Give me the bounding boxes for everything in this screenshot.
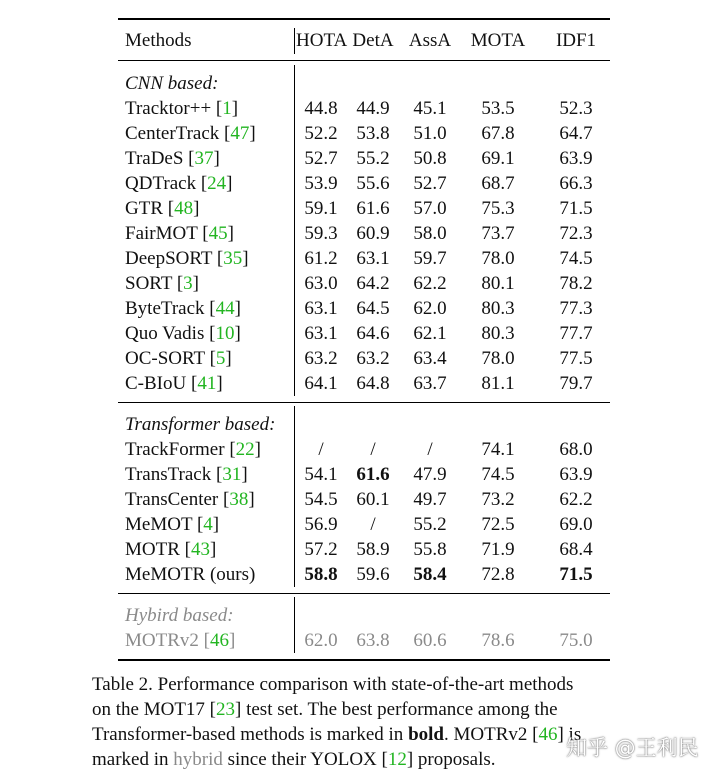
method-label: FairMOT [125,223,198,244]
method-name [125,371,223,396]
citation-ref[interactable]: 23 [216,699,236,720]
citation-ref[interactable]: 3 [183,273,193,294]
value-cell: 55.8 [413,539,447,560]
value-cell: 52.7 [413,173,447,194]
value-cell: 63.8 [356,630,390,651]
bracket: ] [212,514,220,535]
value-cell: 62.1 [413,323,447,344]
value-cell: 58.9 [356,539,390,560]
citation-ref[interactable]: 35 [223,248,243,269]
table-row [118,537,610,562]
method-label: DeepSORT [125,248,213,269]
method-name [125,512,219,537]
bracket: ] [254,439,261,460]
value-cell: 57.0 [413,198,447,219]
section-title [118,71,610,96]
method-label: Tracktor++ [125,98,212,119]
caption-line-1: Table 2. Performance comparison with state-of-the-art methods [92,674,574,695]
section-title [118,412,610,437]
bracket: [ [212,248,224,269]
value-cell: 55.2 [413,514,447,535]
value-cell: 75.3 [481,198,515,219]
value-cell: 78.0 [481,248,515,269]
value-cell: 61.2 [304,248,338,269]
method-name [125,271,199,296]
table-bottom-rule [118,659,610,661]
value-cell: 44.9 [356,98,390,119]
method-label: CenterTrack [125,123,220,144]
watermark: 知乎 @王利民 [566,736,699,760]
table-header-row [118,28,610,53]
method-label: MeMOTR (ours) [125,564,256,585]
value-cell: 74.5 [559,248,593,269]
method-label: Quo Vadis [125,323,205,344]
header-column-divider [294,28,295,54]
method-name [125,171,232,196]
table-row [118,121,610,146]
value-cell: 55.6 [356,173,390,194]
caption-text: marked in [92,749,174,770]
value-cell: 58.8 [304,564,338,585]
table-row [118,171,610,196]
method-name [125,437,261,462]
citation-ref[interactable]: 22 [235,439,255,460]
value-cell: 80.1 [481,273,515,294]
method-name [125,537,216,562]
value-cell: / [370,514,376,535]
method-label: MOTR [125,539,180,560]
value-cell: 80.3 [481,323,515,344]
method-label: SORT [125,273,173,294]
value-cell: 54.5 [304,489,338,510]
value-cell: 63.1 [304,298,338,319]
citation-ref[interactable]: 10 [215,323,235,344]
bracket: ] [192,273,199,294]
table-row [118,271,610,296]
value-cell: 53.5 [481,98,515,119]
method-name [125,487,255,512]
value-cell: 63.4 [413,348,447,369]
value-cell: 47.9 [413,464,447,485]
method-name [125,628,235,653]
method-name [125,96,238,121]
method-label: TransTrack [125,464,212,485]
value-cell: 45.1 [413,98,447,119]
section-title-text: Hybird based: [125,605,234,626]
value-cell: 68.0 [559,439,593,460]
citation-ref[interactable]: 31 [222,464,242,485]
value-cell: 58.0 [413,223,447,244]
caption-text: ] is [557,724,582,745]
citation-ref[interactable]: 4 [203,514,213,535]
citation-ref[interactable]: 46 [538,724,558,745]
caption-bold-word: bold [408,724,444,745]
section-column-divider [294,597,295,653]
method-name [125,462,248,487]
caption-line-4 [92,747,632,772]
value-cell: / [427,439,433,460]
header-hota: HOTA [296,30,348,51]
method-label: TraDeS [125,148,184,169]
bracket: [ [196,173,208,194]
value-cell: 63.9 [559,148,593,169]
value-cell: 49.7 [413,489,447,510]
header-mota: MOTA [470,30,526,51]
citation-ref[interactable]: 48 [174,198,194,219]
method-name [125,121,256,146]
bracket: [ [218,489,230,510]
value-cell: 71.9 [481,539,515,560]
value-cell: 63.9 [559,464,593,485]
value-cell: 56.9 [304,514,338,535]
table-row [118,462,610,487]
value-cell: 55.2 [356,148,390,169]
citation-ref[interactable]: 38 [229,489,249,510]
method-label: TrackFormer [125,439,225,460]
section-rule [118,593,610,594]
header-methods: Methods [125,30,192,51]
bracket: ] [249,123,256,144]
table-row [118,146,610,171]
value-cell: 64.2 [356,273,390,294]
method-label: MOTRv2 [125,630,199,651]
table-row [118,512,610,537]
table-row [118,196,610,221]
value-cell: 68.7 [481,173,515,194]
value-cell: 61.6 [356,198,390,219]
value-cell: 66.3 [559,173,593,194]
table-row [118,628,610,653]
value-cell: 64.7 [559,123,593,144]
value-cell: / [318,439,324,460]
value-cell: 77.3 [559,298,593,319]
caption-text: since their YOLOX [ [222,749,388,770]
value-cell: 77.7 [559,323,593,344]
value-cell: 61.6 [356,464,390,485]
method-label: C-BIoU [125,373,187,394]
value-cell: 52.2 [304,123,338,144]
method-name [125,321,241,346]
method-name [125,346,232,371]
table-row [118,321,610,346]
value-cell: 72.8 [481,564,515,585]
bracket: ] [209,539,217,560]
citation-ref[interactable]: 37 [194,148,214,169]
bracket: [ [163,198,175,219]
value-cell: 73.7 [481,223,515,244]
value-cell: 78.0 [481,348,515,369]
value-cell: / [370,439,376,460]
bracket: ] [193,198,200,219]
section-title-text: Transformer based: [125,414,276,435]
value-cell: 57.2 [304,539,338,560]
value-cell: 59.7 [413,248,447,269]
method-name [125,196,199,221]
bracket: ] [226,173,233,194]
table-row [118,371,610,396]
caption-text: ] proposals. [406,749,496,770]
bracket: ] [228,630,236,651]
value-cell: 63.0 [304,273,338,294]
bracket: [ [224,439,236,460]
value-cell: 63.2 [304,348,338,369]
table-row [118,346,610,371]
bracket: [ [204,348,216,369]
value-cell: 60.9 [356,223,390,244]
citation-ref[interactable]: 45 [208,223,228,244]
value-cell: 72.3 [559,223,593,244]
value-cell: 59.3 [304,223,338,244]
method-label: TransCenter [125,489,219,510]
value-cell: 53.8 [356,123,390,144]
header-rule [118,60,610,61]
bracket: [ [211,98,223,119]
value-cell: 62.2 [559,489,593,510]
value-cell: 77.5 [559,348,593,369]
method-name [125,221,234,246]
table-caption [92,672,632,772]
value-cell: 52.3 [559,98,593,119]
table-row [118,96,610,121]
citation-ref[interactable]: 41 [197,373,217,394]
value-cell: 78.2 [559,273,593,294]
caption-line-2 [92,697,632,722]
value-cell: 63.7 [413,373,447,394]
header-idf1: IDF1 [555,30,597,51]
value-cell: 60.6 [413,630,447,651]
table-row [118,221,610,246]
caption-text: ] test set. The best performance among the [235,699,558,720]
bracket: [ [179,539,191,560]
value-cell: 69.0 [559,514,593,535]
value-cell: 78.6 [481,630,515,651]
bracket: ] [242,248,249,269]
value-cell: 64.8 [356,373,390,394]
value-cell: 67.8 [481,123,515,144]
section-title [118,603,610,628]
value-cell: 74.1 [481,439,515,460]
caption-hybrid-word: hybrid [173,749,223,770]
value-cell: 74.5 [481,464,515,485]
table-top-rule [118,18,610,20]
value-cell: 50.8 [413,148,447,169]
citation-ref[interactable]: 46 [209,630,229,651]
value-cell: 73.2 [481,489,515,510]
value-cell: 72.5 [481,514,515,535]
bracket: ] [241,464,248,485]
citation-ref[interactable]: 43 [190,539,210,560]
value-cell: 62.0 [304,630,338,651]
value-cell: 64.1 [304,373,338,394]
value-cell: 64.5 [356,298,390,319]
citation-ref[interactable]: 44 [215,298,235,319]
method-label: OC-SORT [125,348,205,369]
value-cell: 64.6 [356,323,390,344]
value-cell: 71.5 [559,198,593,219]
value-cell: 53.9 [304,173,338,194]
section-column-divider [294,406,295,587]
value-cell: 63.1 [356,248,390,269]
header-assa: AssA [408,30,452,51]
caption-text: Transformer-based methods is marked in [92,724,409,745]
table-row [118,437,610,462]
caption-line-3 [92,722,632,747]
bracket: [ [197,223,209,244]
bracket: [ [186,373,198,394]
value-cell: 62.0 [413,298,447,319]
section-column-divider [294,65,295,396]
bracket: [ [204,323,216,344]
value-cell: 60.1 [356,489,390,510]
caption-text: . MOTRv2 [ [443,724,539,745]
bracket: [ [219,123,231,144]
value-cell: 54.1 [304,464,338,485]
value-cell: 71.5 [559,564,593,585]
value-cell: 44.8 [304,98,338,119]
bracket: [ [172,273,184,294]
bracket: ] [234,298,241,319]
citation-ref[interactable]: 12 [387,749,407,770]
method-label: ByteTrack [125,298,205,319]
method-name [125,246,249,271]
citation-ref[interactable]: 24 [207,173,227,194]
section-rule [118,402,610,403]
value-cell: 52.7 [304,148,338,169]
bracket: [ [211,464,223,485]
table-row [118,487,610,512]
header-deta: DetA [352,30,394,51]
method-label: MeMOT [125,514,193,535]
bracket: ] [213,148,220,169]
bracket: ] [225,348,232,369]
value-cell: 59.6 [356,564,390,585]
citation-ref[interactable]: 47 [230,123,250,144]
bracket: [ [192,514,204,535]
section-title-text: CNN based: [125,73,219,94]
value-cell: 63.1 [304,323,338,344]
value-cell: 63.2 [356,348,390,369]
method-name [125,296,241,321]
method-label: GTR [125,198,163,219]
caption-text: on the MOT17 [ [92,699,217,720]
bracket: [ [183,148,195,169]
method-name [125,562,255,587]
value-cell: 80.3 [481,298,515,319]
bracket: [ [204,298,216,319]
bracket: ] [216,373,223,394]
citation-ref[interactable]: 1 [222,98,232,119]
bracket: ] [234,323,241,344]
bracket: ] [231,98,239,119]
value-cell: 62.2 [413,273,447,294]
value-cell: 69.1 [481,148,515,169]
value-cell: 75.0 [559,630,593,651]
method-name [125,146,220,171]
table-row [118,562,610,587]
value-cell: 59.1 [304,198,338,219]
bracket: [ [198,630,210,651]
citation-ref[interactable]: 5 [215,348,226,369]
value-cell: 51.0 [413,123,447,144]
bracket: ] [227,223,234,244]
bracket: ] [248,489,255,510]
value-cell: 68.4 [559,539,593,560]
table-row [118,246,610,271]
value-cell: 81.1 [481,373,515,394]
value-cell: 58.4 [413,564,447,585]
method-label: QDTrack [125,173,197,194]
value-cell: 79.7 [559,373,593,394]
table-row [118,296,610,321]
